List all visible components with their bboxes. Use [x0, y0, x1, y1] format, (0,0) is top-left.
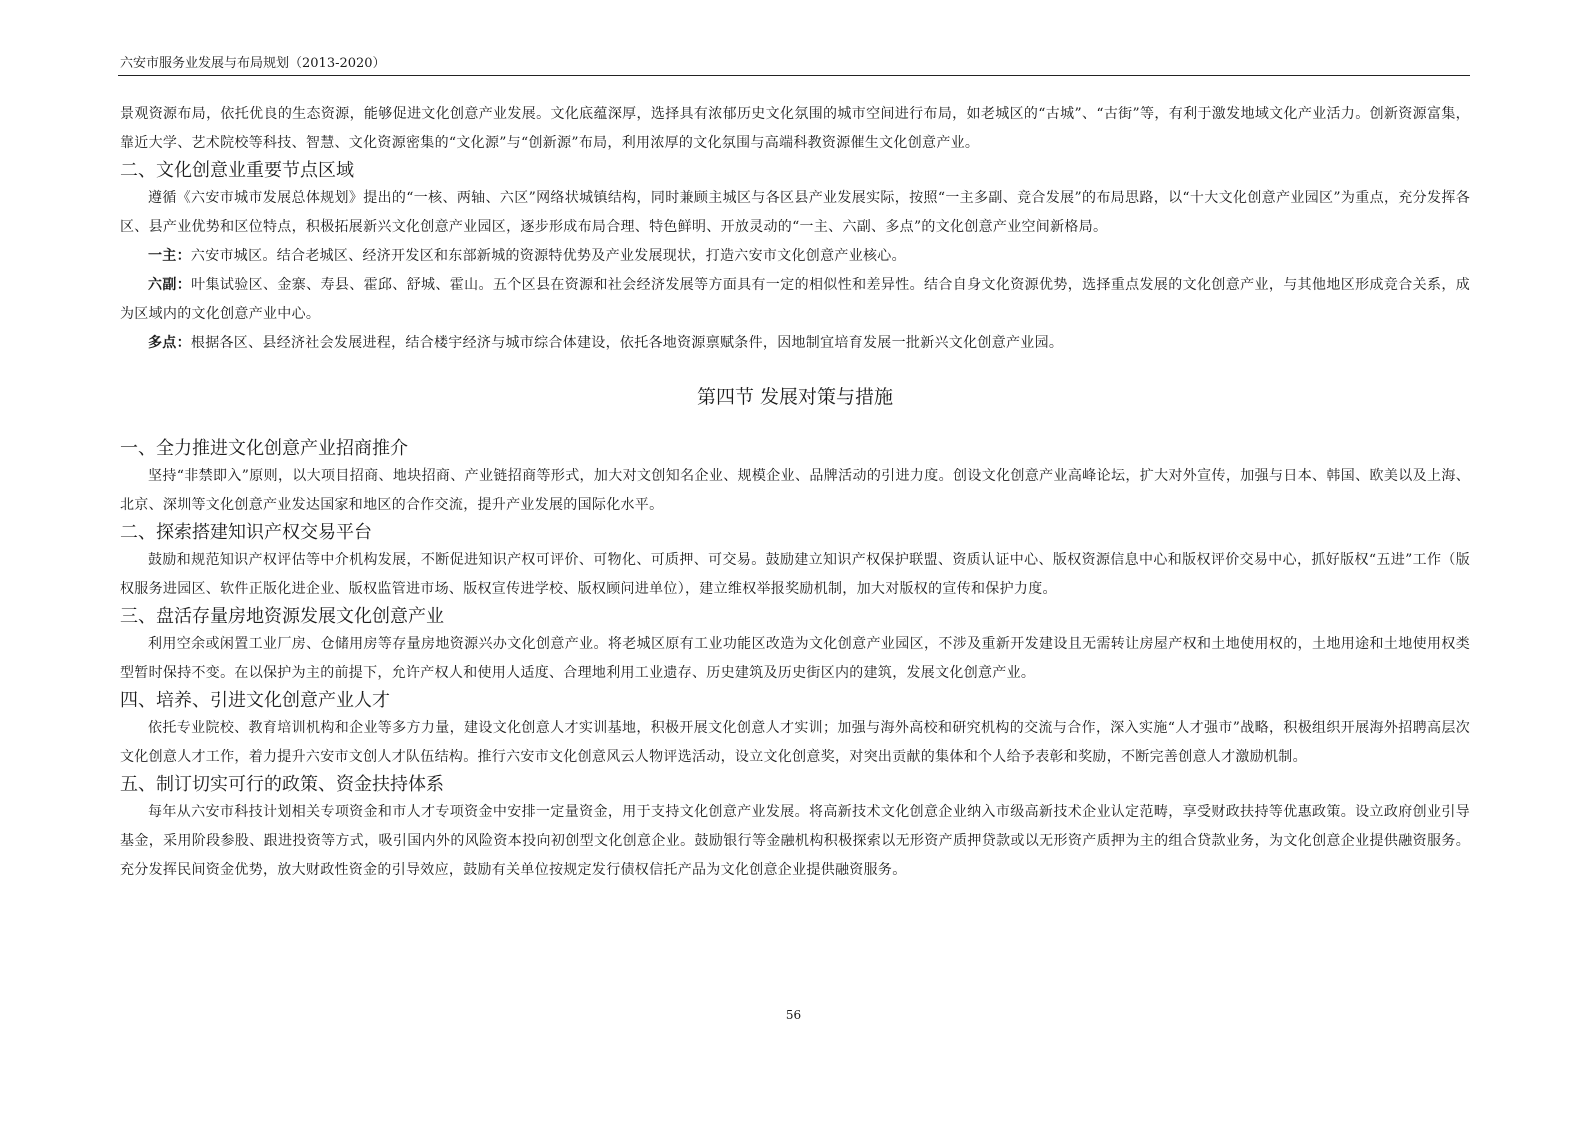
- main-node-label: 一主：: [148, 248, 191, 264]
- running-header: 六安市服务业发展与布局规划（2013-2020）: [120, 56, 386, 71]
- page-content: [120, 100, 1470, 885]
- heading-measure-5: 五、制订切实可行的政策、资金扶持体系: [120, 774, 444, 795]
- nodes-paragraph: 遵循《六安市城市发展总体规划》提出的“一核、两轴、六区”网络状城镇结构，同时兼顾主城区与各区县产业发展实际，按照“一主多副、竞合发展”的布局思路，以“十大文化创意产业园区”为重点，充分发挥各区、县产业优势和区位特点，积极拓展新兴文化创意产业园区，逐步形成布局合理、特色鲜明、开放灵动的“一主、六副、多点”的文化创意产业空间新格局。: [120, 190, 1470, 235]
- multi-node-paragraph: [120, 329, 1470, 358]
- section-title: 第四节 发展对策与措施: [696, 386, 894, 408]
- sub-node-paragraph: [120, 271, 1470, 329]
- header-rule: [118, 75, 1470, 76]
- multi-node-label: 多点：: [148, 335, 191, 351]
- sub-node-text: 叶集试验区、金寨、寿县、霍邱、舒城、霍山。五个区县在资源和社会经济发展等方面具有一定的相似性和差异性。结合自身文化资源优势，选择重点发展的文化创意产业，与其他地区形成竞合关系，成为区域内的文化创意产业中心。: [120, 277, 1470, 322]
- page-number: 56: [785, 1008, 802, 1022]
- main-node-text: 六安市城区。结合老城区、经济开发区和东部新城的资源特优势及产业发展现状，打造六安市文化创意产业核心。: [190, 248, 906, 264]
- heading-measure-3: 三、盘活存量房地资源发展文化创意产业: [120, 606, 444, 627]
- main-node-paragraph: [120, 242, 1470, 271]
- heading-measure-2: 二、探索搭建知识产权交易平台: [120, 522, 372, 543]
- heading-measure-4: 四、培养、引进文化创意产业人才: [120, 690, 390, 711]
- measure-2-paragraph: 鼓励和规范知识产权评估等中介机构发展，不断促进知识产权可评价、可物化、可质押、可交易。鼓励建立知识产权保护联盟、资质认证中心、版权资源信息中心和版权评价交易中心，抓好版权“五进”工作（版权服务进园区、软件正版化进企业、版权监管进市场、版权宣传进学校、版权顾问进单位），建立维权举报奖励机制，加大对版权的宣传和保护力度。: [120, 552, 1470, 597]
- heading-measure-1: 一、全力推进文化创意产业招商推介: [120, 438, 408, 459]
- measure-1-paragraph: 坚持“非禁即入”原则，以大项目招商、地块招商、产业链招商等形式，加大对文创知名企业、规模企业、品牌活动的引进力度。创设文化创意产业高峰论坛，扩大对外宣传，加强与日本、韩国、欧美以及上海、北京、深圳等文化创意产业发达国家和地区的合作交流，提升产业发展的国际化水平。: [120, 468, 1470, 513]
- measure-5-paragraph: 每年从六安市科技计划相关专项资金和市人才专项资金中安排一定量资金，用于支持文化创意产业发展。将高新技术文化创意企业纳入市级高新技术企业认定范畴，享受财政扶持等优惠政策。设立政府创业引导基金，采用阶段参股、跟进投资等方式，吸引国内外的风险资本投向初创型文化创意企业。鼓励银行等金融机构积极探索以无形资产质押贷款或以无形资产质押为主的组合贷款业务，为文化创意企业提供融资服务。充分发挥民间资金优势，放大财政性资金的引导效应，鼓励有关单位按规定发行债权信托产品为文化创意企业提供融资服务。: [120, 804, 1470, 878]
- measure-3-paragraph: 利用空余或闲置工业厂房、仓储用房等存量房地资源兴办文化创意产业。将老城区原有工业功能区改造为文化创意产业园区，不涉及重新开发建设且无需转让房屋产权和土地使用权的，土地用途和土地使用权类型暂时保持不变。在以保护为主的前提下，允许产权人和使用人适度、合理地利用工业遗存、历史建筑及历史街区内的建筑，发展文化创意产业。: [120, 636, 1470, 681]
- heading-key-nodes: 二、文化创意业重要节点区域: [120, 160, 354, 181]
- measure-4-paragraph: 依托专业院校、教育培训机构和企业等多方力量，建设文化创意人才实训基地，积极开展文化创意人才实训；加强与海外高校和研究机构的交流与合作，深入实施“人才强市”战略，积极组织开展海外招聘高层次文化创意人才工作，着力提升六安市文创人才队伍结构。推行六安市文化创意风云人物评选活动，设立文化创意奖，对突出贡献的集体和个人给予表彰和奖励，不断完善创意人才激励机制。: [120, 720, 1470, 765]
- sub-node-label: 六副：: [148, 277, 192, 293]
- intro-paragraph: 景观资源布局，依托优良的生态资源，能够促进文化创意产业发展。文化底蕴深厚，选择具有浓郁历史文化氛围的城市空间进行布局，如老城区的“古城”、“古街”等，有利于激发地域文化产业活力。创新资源富集，靠近大学、艺术院校等科技、智慧、文化资源密集的“文化源”与“创新源”布局，利用浓厚的文化氛围与高端科教资源催生文化创意产业。: [120, 106, 1470, 151]
- multi-node-text: 根据各区、县经济社会发展进程，结合楼宇经济与城市综合体建设，依托各地资源禀赋条件，因地制宜培育发展一批新兴文化创意产业园。: [190, 335, 1064, 351]
